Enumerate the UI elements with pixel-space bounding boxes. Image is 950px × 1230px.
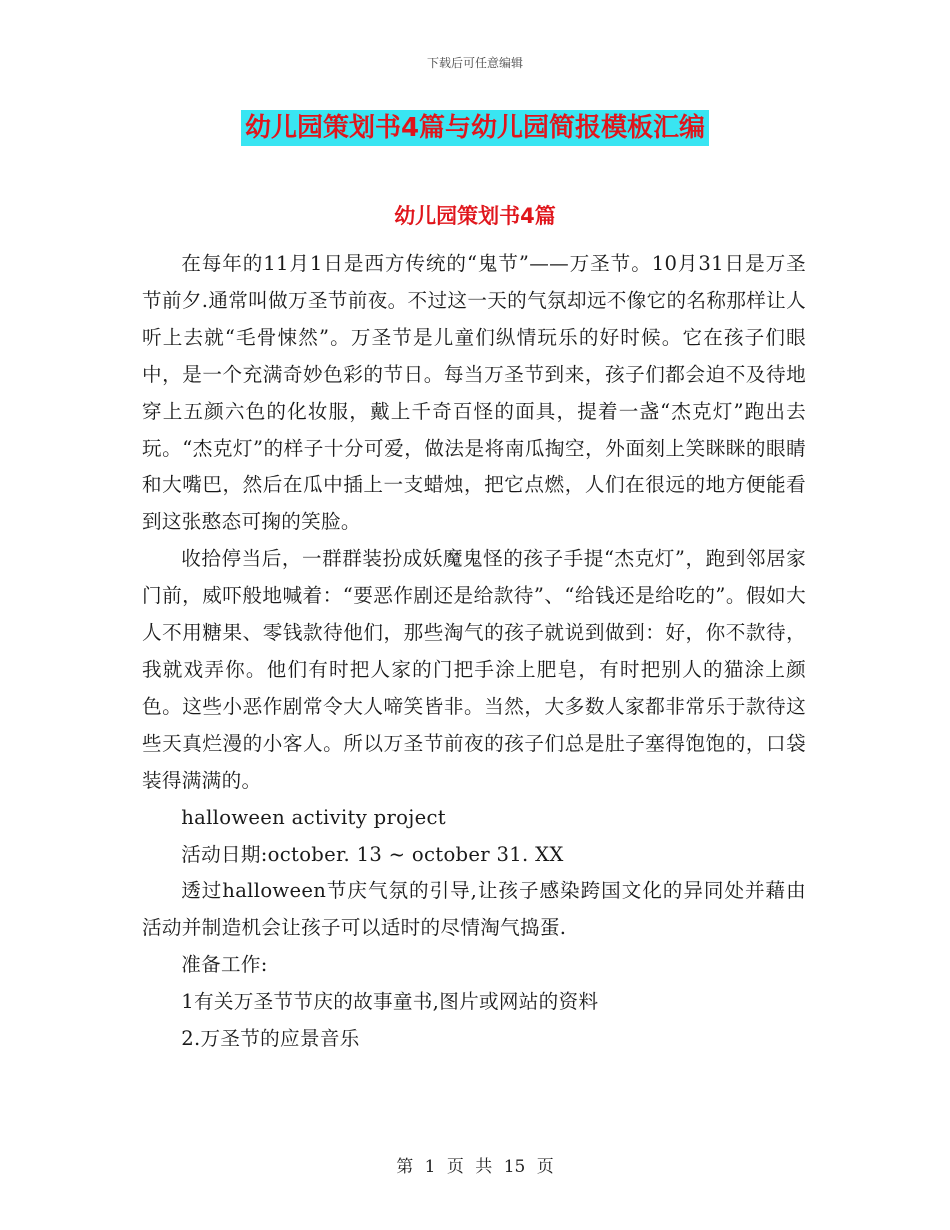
paragraph-trick-or-treat: 收拾停当后，一群群装扮成妖魔鬼怪的孩子手提“杰克灯”，跑到邻居家门前，威吓般地喊着：“要恶作剧还是给款待”、“给钱还是给吃的”。假如大人不用糖果、零钱款待他们，那些淘气的孩子就说到做到：好，你不款待，我就戏弄你。他们有时把人家的门把手涂上肥皂，有时把别人的猫涂上颜色。这些小恶作剧常令大人啼笑皆非。当然，大多数人家都非常乐于款待这些天真烂漫的小客人。所以万圣节前夜的孩子们总是肚子塞得饱饱的，口袋装得满满的。	[142, 547, 806, 792]
document-title-container	[0, 110, 950, 146]
paragraph-preparation-item-2: 2.万圣节的应景音乐	[181, 1027, 360, 1051]
section-title: 幼儿园策划书4篇	[394, 204, 556, 228]
paragraph-activity-project: halloween activity project	[181, 805, 446, 829]
page-footer: 第 1 页 共 15 页	[396, 1157, 554, 1177]
paragraph-activity-purpose: 透过halloween节庆气氛的引导,让孩子感染跨国文化的异同处并藉由活动并制造机会让孩子可以适时的尽情淘气捣蛋.	[142, 879, 806, 940]
paragraph-preparation-heading: 准备工作:	[181, 953, 268, 977]
paragraph-halloween-intro: 在每年的11月1日是西方传统的“鬼节”——万圣节。10月31日是万圣节前夕.通常叫做万圣节前夜。不过这一天的气氛却远不像它的名称那样让人听上去就“毛骨悚然”。万圣节是儿童们纵情玩乐的好时候。它在孩子们眼中，是一个充满奇妙色彩的节日。每当万圣节到来，孩子们都会迫不及待地穿上五颜六色的化妆服，戴上千奇百怪的面具，提着一盏“杰克灯”跑出去玩。“杰克灯”的样子十分可爱，做法是将南瓜掏空，外面刻上笑眯眯的眼睛和大嘴巴，然后在瓜中插上一支蜡烛，把它点燃，人们在很远的地方便能看到这张憨态可掬的笑脸。	[142, 252, 806, 534]
document-body	[142, 246, 806, 1058]
document-title: 幼儿园策划书4篇与幼儿园简报模板汇编	[241, 110, 709, 146]
paragraph-activity-date: 活动日期:october. 13 ~ october 31. XX	[181, 842, 564, 866]
paragraph-preparation-item-1: 1有关万圣节节庆的故事童书,图片或网站的资料	[181, 990, 599, 1014]
header-note: 下载后可任意编辑	[426, 56, 523, 70]
